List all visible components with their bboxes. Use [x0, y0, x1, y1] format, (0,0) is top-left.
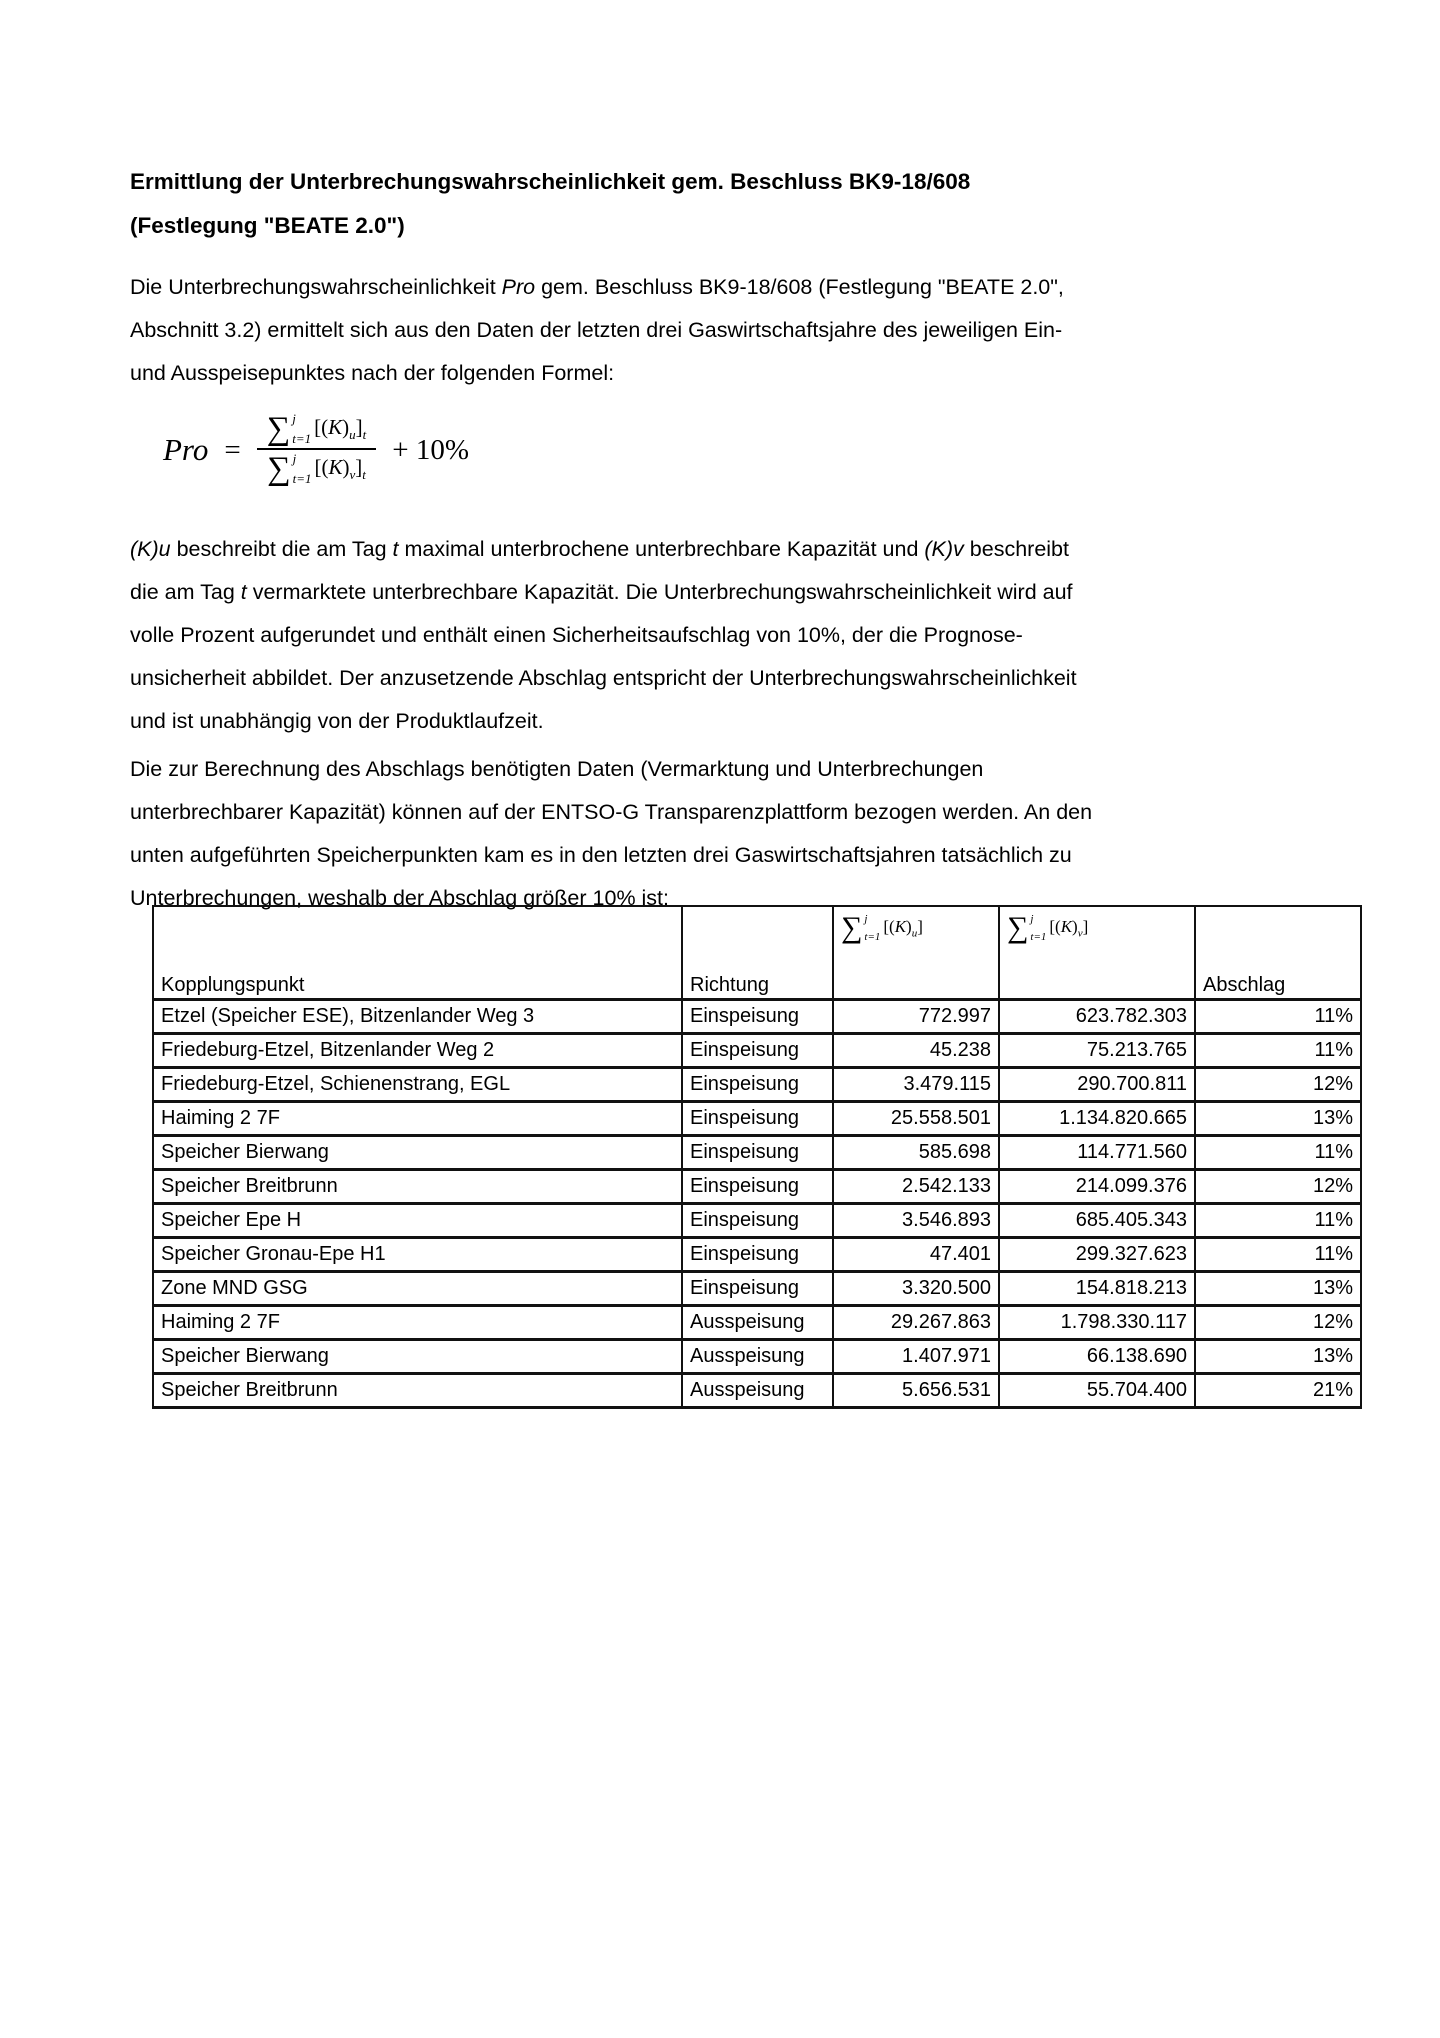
cell-kopplungspunkt: Haiming 2 7F — [153, 1102, 682, 1136]
paragraph-line: und Ausspeisepunktes nach der folgenden Formel: — [130, 361, 615, 385]
cell-richtung: Einspeisung — [682, 1136, 833, 1170]
sum-lower-limit: t=1 — [292, 430, 312, 446]
sigma-symbol: ∑ — [1007, 911, 1029, 944]
table-row — [153, 1204, 1361, 1238]
table-row — [153, 1170, 1361, 1204]
cell-kopplungspunkt: Speicher Epe H — [153, 1204, 682, 1238]
cell-sum-ku: 772.997 — [833, 1000, 999, 1034]
table-row — [153, 1136, 1361, 1170]
cell-abschlag: 12% — [1195, 1306, 1361, 1340]
sum-upper-limit: j — [292, 411, 296, 426]
cell-sum-kv: 55.704.400 — [999, 1374, 1195, 1408]
cell-sum-ku: 3.320.500 — [833, 1272, 999, 1306]
cell-richtung: Einspeisung — [682, 1204, 833, 1238]
cell-abschlag: 11% — [1195, 1238, 1361, 1272]
paragraph-definition — [130, 528, 1350, 743]
cell-sum-ku: 2.542.133 — [833, 1170, 999, 1204]
document-title — [130, 160, 1340, 248]
cell-sum-ku: 25.558.501 — [833, 1102, 999, 1136]
sum-lower-limit: t=1 — [292, 470, 312, 486]
cell-sum-kv: 623.782.303 — [999, 1000, 1195, 1034]
cell-kopplungspunkt: Speicher Bierwang — [153, 1136, 682, 1170]
cell-sum-kv: 299.327.623 — [999, 1238, 1195, 1272]
cell-kopplungspunkt: Friedeburg-Etzel, Bitzenlander Weg 2 — [153, 1034, 682, 1068]
header-abschlag: Abschlag — [1195, 906, 1361, 1000]
cell-sum-ku: 45.238 — [833, 1034, 999, 1068]
interruption-table — [152, 905, 1362, 1409]
paragraph-line: Abschnitt 3.2) ermittelt sich aus den Daten der letzten drei Gaswirtschaftsjahre des jeweiligen Ein- — [130, 318, 1063, 342]
cell-abschlag: 12% — [1195, 1068, 1361, 1102]
paragraph-intro — [130, 266, 1350, 395]
table-row — [153, 1000, 1361, 1034]
probability-formula — [163, 412, 469, 488]
formula-suffix: + 10% — [392, 433, 470, 466]
table-row — [153, 1068, 1361, 1102]
cell-richtung: Ausspeisung — [682, 1340, 833, 1374]
paragraph-line: Unterbrechungen, weshalb der Abschlag größer 10% ist: — [130, 886, 670, 910]
formula-lhs: Pro — [163, 432, 209, 467]
table-row — [153, 1238, 1361, 1272]
header-sum-ku: ∑ j t=1 $[(K)_u]$ — [833, 906, 999, 1000]
paragraph-line: volle Prozent aufgerundet und enthält einen Sicherheitsaufschlag von 10%, der die Prognose- — [130, 623, 1023, 647]
cell-richtung: Ausspeisung — [682, 1306, 833, 1340]
cell-abschlag: 13% — [1195, 1340, 1361, 1374]
cell-abschlag: 11% — [1195, 1204, 1361, 1238]
table-row — [153, 1272, 1361, 1306]
cell-abschlag: 13% — [1195, 1102, 1361, 1136]
cell-sum-ku: 1.407.971 — [833, 1340, 999, 1374]
cell-richtung: Einspeisung — [682, 1034, 833, 1068]
formula-equals: = — [224, 433, 241, 466]
cell-kopplungspunkt: Friedeburg-Etzel, Schienenstrang, EGL — [153, 1068, 682, 1102]
cell-richtung: Einspeisung — [682, 1000, 833, 1034]
cell-richtung: Einspeisung — [682, 1068, 833, 1102]
table-row — [153, 1340, 1361, 1374]
table-row — [153, 1306, 1361, 1340]
header-richtung: Richtung — [682, 906, 833, 1000]
sigma-symbol: ∑ — [841, 911, 863, 944]
numerator-body: $[(K)_u]_t$ — [314, 414, 367, 443]
cell-abschlag: 11% — [1195, 1000, 1361, 1034]
formula-numerator — [257, 412, 377, 448]
cell-sum-kv: 66.138.690 — [999, 1340, 1195, 1374]
cell-kopplungspunkt: Haiming 2 7F — [153, 1306, 682, 1340]
paragraph-line: die am Tag t vermarktete unterbrechbare Kapazität. Die Unterbrechungswahrscheinlichkeit wird auf — [130, 580, 1073, 604]
cell-sum-kv: 214.099.376 — [999, 1170, 1195, 1204]
title-line-2: (Festlegung "BEATE 2.0") — [130, 213, 405, 238]
cell-kopplungspunkt: Speicher Breitbrunn — [153, 1374, 682, 1408]
cell-sum-kv: 685.405.343 — [999, 1204, 1195, 1238]
cell-richtung: Einspeisung — [682, 1170, 833, 1204]
cell-sum-kv: 1.798.330.117 — [999, 1306, 1195, 1340]
cell-richtung: Ausspeisung — [682, 1374, 833, 1408]
cell-abschlag: 13% — [1195, 1272, 1361, 1306]
sigma-symbol: ∑ — [267, 450, 291, 487]
cell-sum-ku: 47.401 — [833, 1238, 999, 1272]
cell-sum-kv: 290.700.811 — [999, 1068, 1195, 1102]
paragraph-line: Die zur Berechnung des Abschlags benötigten Daten (Vermarktung und Unterbrechungen — [130, 757, 984, 781]
cell-sum-kv: 1.134.820.665 — [999, 1102, 1195, 1136]
cell-sum-ku: 3.546.893 — [833, 1204, 999, 1238]
header-kopplungspunkt: Kopplungspunkt — [153, 906, 682, 1000]
table-row — [153, 1374, 1361, 1408]
cell-abschlag: 11% — [1195, 1034, 1361, 1068]
cell-sum-ku: 29.267.863 — [833, 1306, 999, 1340]
table-header-row — [153, 906, 1361, 1000]
cell-richtung: Einspeisung — [682, 1238, 833, 1272]
paragraph-datasource — [130, 748, 1350, 920]
paragraph-line: unsicherheit abbildet. Der anzusetzende Abschlag entspricht der Unterbrechungswahrscheinlichkeit — [130, 666, 1077, 690]
title-line-1: Ermittlung der Unterbrechungswahrscheinlichkeit gem. Beschluss BK9-18/608 — [130, 169, 971, 194]
cell-kopplungspunkt: Etzel (Speicher ESE), Bitzenlander Weg 3 — [153, 1000, 682, 1034]
interruption-table-container — [152, 905, 1362, 1409]
paragraph-line: unten aufgeführten Speicherpunkten kam es in den letzten drei Gaswirtschaftsjahren tatsächlich zu — [130, 843, 1072, 867]
paragraph-line: (K)u beschreibt die am Tag t maximal unterbrochene unterbrechbare Kapazität und (K)v beschreibt — [130, 537, 1069, 561]
cell-richtung: Einspeisung — [682, 1102, 833, 1136]
sum-upper-limit: j — [292, 451, 297, 466]
denominator-body: $[(K)_v]_t$ — [314, 454, 366, 483]
paragraph-line: unterbrechbarer Kapazität) können auf der ENTSO-G Transparenzplattform bezogen werden. An den — [130, 800, 1093, 824]
header-sum-kv: ∑ j t=1 $[(K)_v]$ — [999, 906, 1195, 1000]
cell-sum-ku: 5.656.531 — [833, 1374, 999, 1408]
cell-sum-kv: 154.818.213 — [999, 1272, 1195, 1306]
paragraph-line: Die Unterbrechungswahrscheinlichkeit Pro gem. Beschluss BK9-18/608 (Festlegung "BEATE 2.0", — [130, 275, 1064, 299]
table-row — [153, 1102, 1361, 1136]
cell-kopplungspunkt: Speicher Bierwang — [153, 1340, 682, 1374]
formula-denominator — [257, 448, 376, 488]
cell-kopplungspunkt: Speicher Gronau-Epe H1 — [153, 1238, 682, 1272]
cell-sum-ku: 3.479.115 — [833, 1068, 999, 1102]
cell-sum-ku: 585.698 — [833, 1136, 999, 1170]
cell-abschlag: 21% — [1195, 1374, 1361, 1408]
cell-sum-kv: 75.213.765 — [999, 1034, 1195, 1068]
sigma-symbol: ∑ — [266, 410, 291, 447]
cell-abschlag: 11% — [1195, 1136, 1361, 1170]
paragraph-line: und ist unabhängig von der Produktlaufzeit. — [130, 709, 544, 733]
cell-sum-kv: 114.771.560 — [999, 1136, 1195, 1170]
cell-kopplungspunkt: Speicher Breitbrunn — [153, 1170, 682, 1204]
cell-richtung: Einspeisung — [682, 1272, 833, 1306]
cell-abschlag: 12% — [1195, 1170, 1361, 1204]
cell-kopplungspunkt: Zone MND GSG — [153, 1272, 682, 1306]
formula-fraction — [257, 412, 377, 488]
table-row — [153, 1034, 1361, 1068]
